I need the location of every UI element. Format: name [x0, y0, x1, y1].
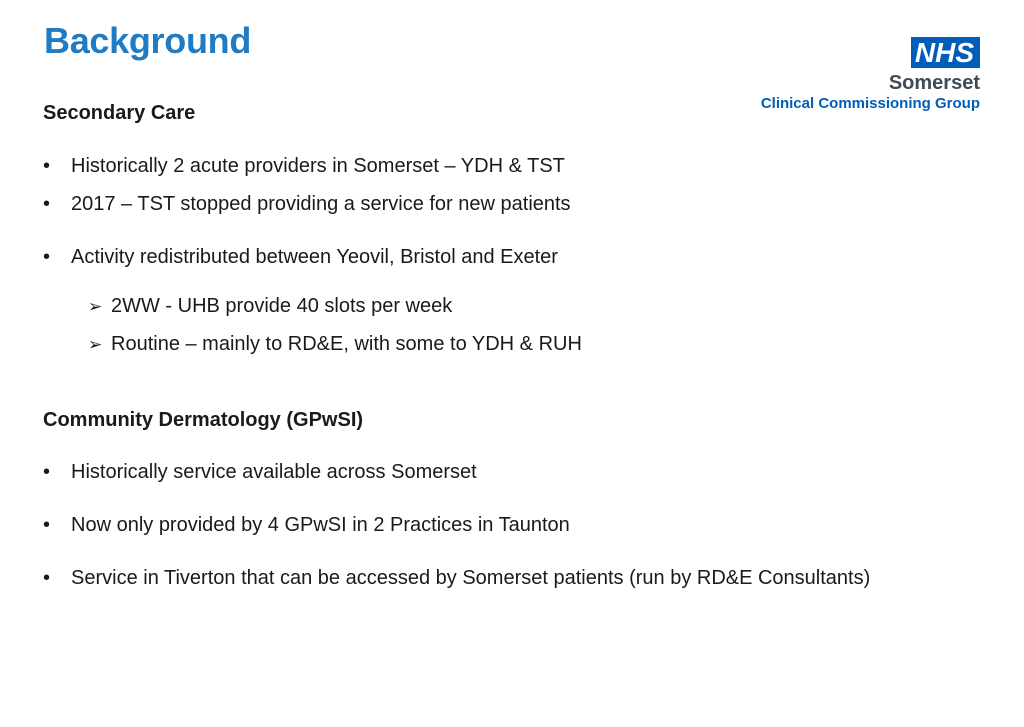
- bullet-icon: •: [43, 246, 51, 268]
- bullet-icon: •: [43, 514, 51, 536]
- nhs-logo-mark: NHS: [911, 37, 980, 68]
- list-item: [43, 514, 570, 537]
- list-item-text: Service in Tiverton that can be accessed by Somerset patients (run by RD&E Consultants): [71, 567, 871, 589]
- sub-list-item-text: 2WW - UHB provide 40 slots per week: [111, 295, 453, 317]
- bullet-icon: •: [43, 193, 51, 215]
- arrow-bullet-icon: ➢: [88, 335, 103, 354]
- page-title: Background: [44, 20, 252, 61]
- list-item: [43, 193, 571, 216]
- bullet-icon: •: [43, 461, 51, 483]
- list-item: [43, 461, 477, 484]
- secondary-care-heading: Secondary Care: [43, 102, 196, 124]
- list-item-text: 2017 – TST stopped providing a service for new patients: [71, 193, 571, 215]
- bullet-icon: •: [43, 155, 51, 177]
- list-item: [43, 155, 565, 178]
- logo-org-name: Somerset: [888, 72, 980, 94]
- list-item-text: Historically 2 acute providers in Somerset – YDH & TST: [71, 155, 565, 177]
- bullet-icon: •: [43, 567, 51, 589]
- community-dermatology-heading: Community Dermatology (GPwSI): [43, 409, 364, 431]
- list-item-text: Historically service available across Somerset: [71, 461, 477, 483]
- list-item: [43, 246, 558, 269]
- arrow-bullet-icon: ➢: [88, 297, 103, 316]
- sub-list-item: [88, 295, 452, 318]
- sub-list-item-text: Routine – mainly to RD&E, with some to YDH & RUH: [111, 333, 582, 355]
- list-item-text: Now only provided by 4 GPwSI in 2 Practices in Taunton: [71, 514, 570, 536]
- logo-org-subtitle: Clinical Commissioning Group: [760, 95, 980, 112]
- list-item: [43, 567, 870, 590]
- nhs-logo: [761, 37, 980, 113]
- list-item-text: Activity redistributed between Yeovil, Bristol and Exeter: [71, 246, 558, 268]
- sub-list-item: [88, 333, 582, 356]
